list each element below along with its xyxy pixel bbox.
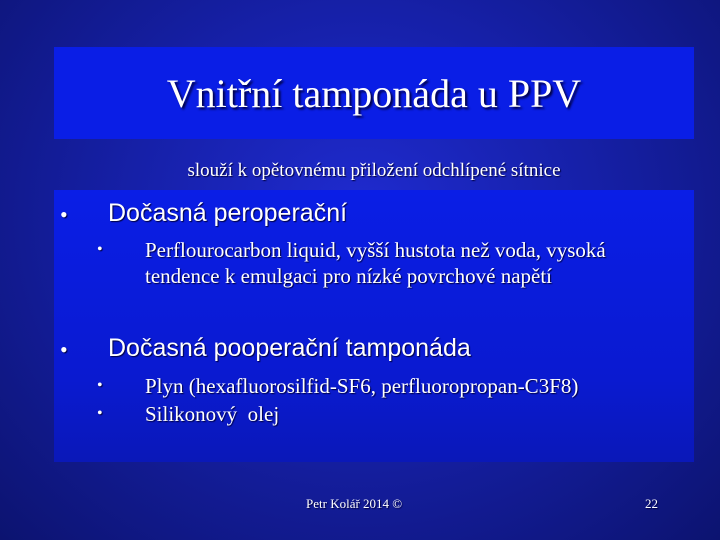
sub-bullet-text: Plyn (hexafluorosilfid-SF6, perfluoropropan-C3F8): [145, 374, 579, 398]
sub-bullet-text: Silikonový olej: [145, 402, 280, 426]
slide-title: Vnitřní tamponáda u PPV: [166, 70, 582, 116]
bullet-icon: •: [97, 241, 103, 258]
bullet-icon: •: [97, 405, 103, 422]
footer-author: Petr Kolář 2014 ©: [306, 496, 403, 511]
sub-bullet-text: Perflourocarbon liquid, vyšší hustota než voda, vysoká tendence k emulgaci pro nízké povrchové napětí: [145, 238, 606, 288]
bullet-icon: •: [60, 202, 68, 227]
title-box: [54, 47, 694, 139]
bullet-text: Dočasná pooperační tamponáda: [108, 334, 471, 362]
slide-subtitle: slouží k opětovnému přiložení odchlípené sítnice: [187, 160, 561, 181]
bullet-icon: •: [97, 377, 103, 394]
bullet-text: Dočasná peroperační: [108, 199, 348, 227]
footer-page-number: 22: [645, 496, 658, 511]
bullet-icon: •: [60, 337, 68, 362]
